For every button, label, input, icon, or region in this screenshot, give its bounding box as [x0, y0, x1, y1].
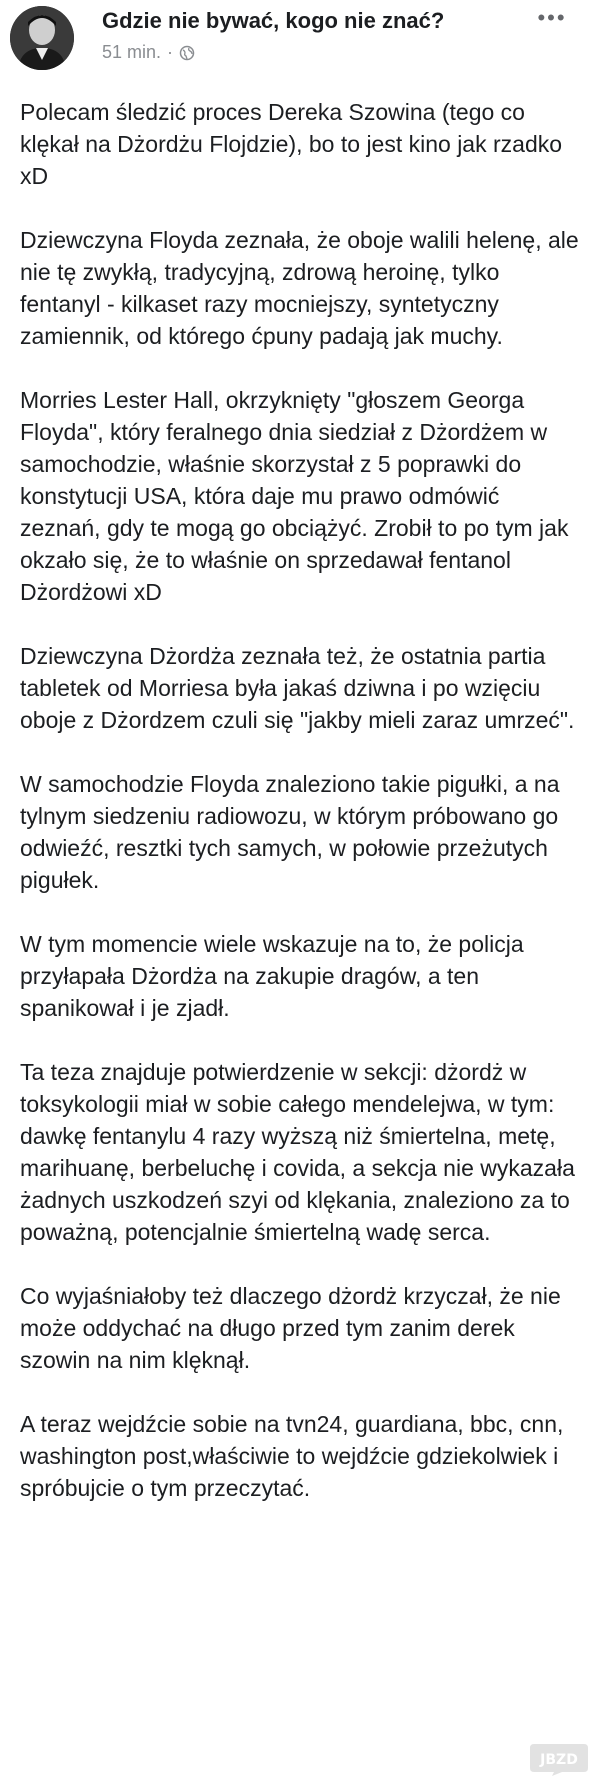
post-paragraph: Polecam śledzić proces Dereka Szowina (tego co klękał na Dżordżu Flojdzie), bo to jest kino jak rzadko xD — [20, 99, 563, 189]
svg-text:JBZD: JBZD — [540, 1752, 578, 1768]
post-header — [0, 0, 600, 70]
post-paragraph: Co wyjaśniałoby też dlaczego dżordż krzyczał, że nie może oddychać na długo przed tym zanim derek szowin na nim klęknął. — [20, 1283, 561, 1373]
post-body — [20, 96, 585, 1504]
post-paragraph: Dziewczyna Dżordża zeznała też, że ostatnia partia tabletek od Morriesa była jakaś dziwna i po wzięciu oboje z Dżordzem czuli się "jakby mieli zaraz umrzeć". — [20, 643, 575, 733]
more-horizontal-icon[interactable]: ••• — [537, 5, 567, 30]
avatar[interactable] — [10, 6, 74, 70]
post-paragraph: W samochodzie Floyda znaleziono takie pigułki, a na tylnym siedzeniu radiowozu, w którym próbowano go odwieźć, resztki tych samych, w połowie przeżutych pigułek. — [20, 771, 560, 893]
post-paragraph: A teraz wejdźcie sobie na tvn24, guardiana, bbc, cnn, washington post,właściwie to wejdźcie gdziekolwiek i spróbujcie o tym przeczytać. — [20, 1411, 564, 1501]
meta-separator: · — [167, 42, 174, 62]
post-author[interactable]: Gdzie nie bywać, kogo nie znać? — [102, 8, 445, 33]
post-paragraph: Ta teza znajduje potwierdzenie w sekcji: dżordż w toksykologii miał w sobie całego mendelejwa, w tym: dawkę fentanylu 4 razy wyższą niż śmiertelna, metę, marihuanę, berbeluchę i covida, a sekcja nie wykazała żadnych uszkodzeń szyi od klękania, znaleziono za to poważną, potencjalnie śmiertelną wadę serca. — [20, 1059, 575, 1245]
post-meta — [102, 42, 195, 63]
jbzd-watermark-logo — [528, 1742, 590, 1776]
post-paragraph: W tym momencie wiele wskazuje na to, że policja przyłapała Dżordża na zakupie dragów, a ten spanikował i je zjadł. — [20, 931, 524, 1021]
post-timestamp[interactable]: 51 min. — [102, 42, 162, 62]
globe-icon[interactable] — [179, 45, 195, 61]
post-paragraph: Morries Lester Hall, okrzyknięty "głoszem Georga Floyda", który feralnego dnia siedział z Dżordżem w samochodzie, właśnie skorzystał z 5 poprawki do konstytucji USA, która daje mu prawo odmówić zeznań, gdy te mogą go obciążyć. Zrobił to po tym jak okzało się, że to właśnie on sprzedawał fentanol Dżordżowi xD — [20, 387, 569, 605]
avatar-image — [10, 6, 74, 70]
post-paragraph: Dziewczyna Floyda zeznała, że oboje walili helenę, ale nie tę zwykłą, tradycyjną, zdrową heroinę, tylko fentanyl - kilkaset razy mocniejszy, syntetyczny zamiennik, od którego ćpuny padają jak muchy. — [20, 227, 579, 349]
